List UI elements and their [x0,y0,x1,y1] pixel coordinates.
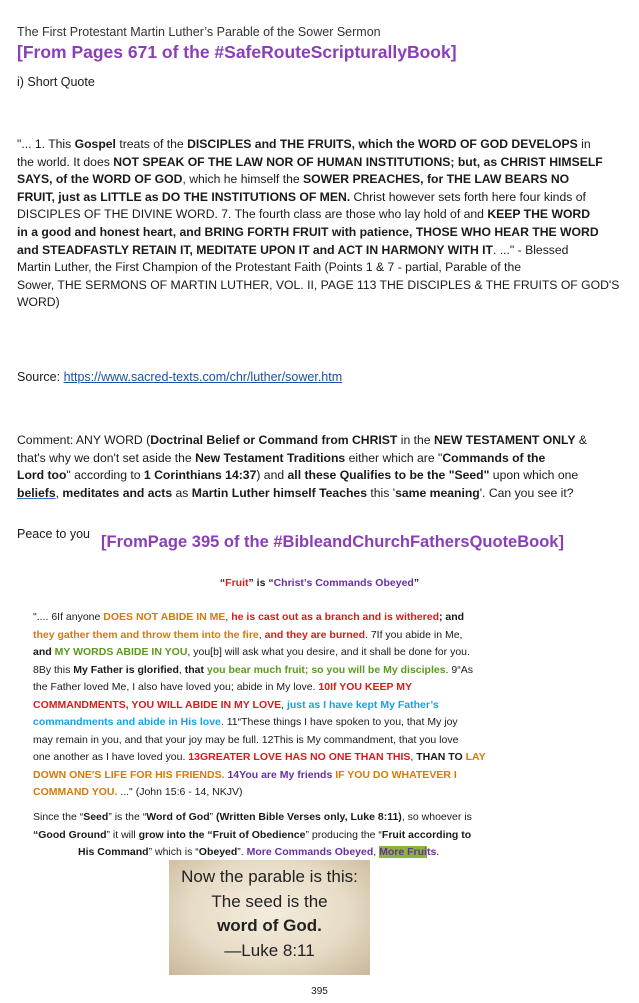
luther-quote [17,136,627,312]
scripture-line: may remain in you, and that your joy may be full. 12This is My commandment, that you love [33,733,459,746]
verse-image-line: Now the parable is this: [181,867,358,886]
book-reference-banner: [From Pages 671 of the #SafeRouteScripturallyBook] [17,42,457,62]
comment-paragraph [17,432,627,502]
source-label: Source: [17,370,64,384]
scripture-line: commandments and abide in His love. 11“These things I have spoken to you, that My joy [33,716,458,728]
page-number: 395 [311,986,328,997]
comment-line: beliefs, meditates and acts as Martin Luther himself Teaches this 'same meaning'. Can you see it? [17,485,574,500]
short-quote-label: i) Short Quote [17,75,95,89]
since-line: “Good Ground” it will grow into the “Fruit of Obedience” producing the “Fruit according to [33,828,472,841]
comment-line: Comment: ANY WORD (Doctrinal Belief or Command from CHRIST in the NEW TESTAMENT ONLY & [17,433,587,447]
verse-image-line: word of God. [217,916,322,935]
source-line [17,370,342,384]
quote-line: FRUIT, just as LITTLE as DO THE INSTITUTIONS OF MEN. Christ however sets forth here four kinds of [17,189,586,204]
since-line: Since the “Seed” is the “Word of God” (Written Bible Verses only, Luke 8:11), so whoever is [33,811,472,823]
quote-line: WORD) [17,295,60,310]
section-heading: “Fruit” is “Christ’s Commands Obeyed” [219,577,420,589]
quote-line: DISCIPLES OF THE DIVINE WORD. 7. The fourth class are those who lay hold of and KEEP THE WORD [17,207,591,222]
quote-line: in a good and honest heart, and BRING FORTH FRUIT with patience, THOSE WHO HEAR THE WORD [17,224,599,239]
comment-line: Lord too" according to 1 Corinthians 14:37) and all these Qualifies to be the "Seed" upon which one [17,468,579,483]
verse-image-line: The seed is the [211,891,328,911]
scripture-line: ".... 6If anyone DOES NOT ABIDE IN ME, he is cast out as a branch and is withered; and [33,611,465,623]
scripture-line: they gather them and throw them into the fire, and they are burned. 7If you abide in Me, [33,628,463,641]
john-15-quote [33,609,623,802]
document-title: The First Protestant Martin Luther’s Parable of the Sower Sermon [17,25,381,39]
scripture-line: one another as I have loved you. 13GREATER LOVE HAS NO ONE THAN THIS, THAN TO LAY [33,751,486,763]
book-reference-banner-2: [FromPage 395 of the #BibleandChurchFathersQuoteBook] [101,533,564,551]
scripture-line: DOWN ONE'S LIFE FOR HIS FRIENDS. 14You are My friends IF YOU DO WHATEVER I [33,768,457,781]
scripture-line: 8By this My Father is glorified, that you bear much fruit; so you will be My disciples. 9“As [33,663,473,676]
quote-line: "... 1. This Gospel treats of the DISCIPLES and THE FRUITS, which the WORD OF GOD DEVELOPS in [17,137,591,151]
highlighted-text: More Frui [379,846,427,858]
since-paragraph [33,809,623,862]
since-line: His Command” which is “Obeyed”. More Commands Obeyed, More Fruits. [78,846,440,858]
scripture-line: COMMANDMENTS, YOU WILL ABIDE IN MY LOVE, just as I have kept My Father’s [33,698,439,711]
quote-line: Martin Luther, the First Champion of the Protestant Faith (Points 1 & 7 - partial, Parable of the [17,260,522,275]
greeting: Peace to you [17,527,90,541]
scripture-line: and MY WORDS ABIDE IN YOU, you[b] will ask what you desire, and it shall be done for you. [33,646,470,658]
quote-line: SAYS, of the WORD OF GOD, which he himself the SOWER PREACHES, for THE LAW BEARS NO [17,172,570,187]
source-link[interactable]: https://www.sacred-texts.com/chr/luther/sower.htm [63,370,343,384]
comment-line: that's why we don't set aside the New Testament Traditions either which are "Commands of the [17,450,546,465]
verse-image-line: —Luke 8:11 [224,940,315,960]
scripture-line: COMMAND YOU. ..." (John 15:6 - 14, NKJV) [33,786,243,798]
quote-line: Sower, THE SERMONS OF MARTIN LUTHER, VOL. II, PAGE 113 THE DISCIPLES & THE FRUITS OF GOD'S [17,277,620,292]
quote-line: the world. It does NOT SPEAK OF THE LAW NOR OF HUMAN INSTITUTIONS; but, as CHRIST HIMSELF [17,154,603,169]
quote-line: and STEADFASTLY RETAIN IT, MEDITATE UPON IT and ACT IN HARMONY WITH IT. ..." - Blessed [17,242,569,257]
luke-8-11-verse-image [169,860,370,975]
scripture-line: the Father loved Me, I also have loved you; abide in My love. 10If YOU KEEP MY [33,681,412,693]
